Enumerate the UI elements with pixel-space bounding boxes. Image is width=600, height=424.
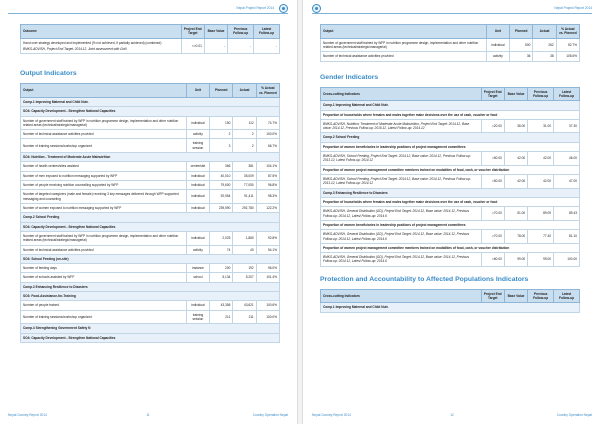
outcome-row (21, 38, 280, 54)
column-header: Cross-cutting Indicators (321, 289, 482, 303)
right-content (320, 20, 580, 313)
table-row (21, 231, 280, 245)
column-header: % Actual vs. Planned (556, 25, 579, 39)
protection-table-header (321, 289, 580, 303)
indicator-label: Number of government staff trained by WFP in nutrition programme design, implementation and other nutrition related areas (technical/strategic/managerial) (321, 38, 487, 52)
table-row (321, 52, 580, 61)
unit-cell: activity (186, 130, 209, 139)
column-header: Latest Follow-up (554, 289, 580, 303)
indicator-label: Number of health centres/sites assisted (21, 162, 187, 171)
column-header: Project End Target (181, 25, 204, 39)
gender-table-header (321, 87, 580, 101)
target-cell: =20.00 (481, 119, 504, 133)
section-label: SO4: Nutrition - Treatment of Moderate Acute Malnutrition (21, 153, 280, 162)
page-header (8, 4, 288, 14)
section-row (21, 97, 280, 106)
page-number: 12 (450, 413, 454, 417)
indicator-row (321, 243, 580, 252)
header-text: Nepal Project Report 2014 (236, 6, 274, 10)
table-row (21, 130, 280, 139)
column-header: Actual (233, 84, 256, 98)
section-row (21, 292, 280, 301)
outcome-detail: BMKS-ADVISH, Project End Target: 2014.12, Joint assessment with GoN (23, 46, 127, 51)
outcome-latest: - (254, 38, 280, 54)
indicator-detail: BMKS-ADVISH, General Distribution (GD), Project End Target: 2014.12, Base value: 2014.12, Previous Follow-up: 2014.12, Latest Follow-up: 2014.6 (321, 230, 482, 244)
indicator-label: Number of technical assistance activities provided (21, 245, 187, 254)
actual-cell: 2 (233, 139, 256, 153)
table-row (21, 190, 280, 204)
section-label: SO4: School Feeding (on-site) (21, 254, 280, 263)
base-cell: 42.00 (504, 175, 527, 189)
table-row (21, 203, 280, 212)
section-row (21, 222, 280, 231)
section-label: Comp.1 Improving Maternal and Child Nutr. (21, 97, 280, 106)
percent-cell: 104.1% (256, 162, 279, 171)
indicator-row (321, 110, 580, 119)
indicator-row (321, 142, 580, 151)
percent-cell: 74.7% (256, 116, 279, 130)
unit-cell: individual (186, 203, 209, 212)
outcome-cell (21, 38, 182, 54)
indicator-label: Number of technical assistance activities provided (21, 130, 187, 139)
actual-cell: 43,621 (233, 301, 256, 310)
indicator-title: Proportion of women project management committee members trained on modalities of food, cash, or voucher distribution (321, 243, 580, 252)
planned-cell: 239,590 (210, 203, 233, 212)
column-header: Project End Target (481, 289, 504, 303)
table-row (321, 253, 580, 267)
table-row (21, 310, 280, 324)
indicator-row (321, 197, 580, 206)
previous-cell: 89.09 (528, 207, 554, 221)
page-number: 11 (146, 413, 150, 417)
column-header: Latest Follow-up (554, 87, 580, 101)
planned-cell: 43,356 (210, 301, 233, 310)
percent-cell: 66.7% (256, 139, 279, 153)
column-header: Outcome (21, 25, 182, 39)
actual-cell: 292,780 (233, 203, 256, 212)
table-row (321, 152, 580, 166)
latest-cell: 46.00 (554, 152, 580, 166)
base-cell: 42.00 (504, 152, 527, 166)
page-gutter (297, 0, 303, 424)
column-header: Output (321, 25, 487, 39)
base-cell: 99.00 (504, 253, 527, 267)
unit-cell: activity (186, 245, 209, 254)
indicator-title: Proportion of households where females and males together make decisions over the use of cash, voucher or food (321, 197, 580, 206)
section-label: SO4: Capacity Development - Strengthen National Capacities (21, 333, 280, 342)
actual-cell: 192 (233, 264, 256, 273)
base-cell: 78.00 (504, 230, 527, 244)
section-label: Comp.1 Improving Maternal and Child Nutr. (321, 303, 580, 312)
indicator-label: Number of schools assisted by WFP (21, 273, 187, 282)
column-header: Cross-cutting Indicators (321, 87, 482, 101)
table-row (21, 273, 280, 282)
unit-cell: centre/site (186, 162, 209, 171)
indicator-row (321, 220, 580, 229)
previous-cell: 31.00 (528, 119, 554, 133)
header-text: Nepal Project Report 2014 (554, 6, 592, 10)
table-row (321, 38, 580, 52)
column-header: Base Value (204, 25, 227, 39)
actual-cell: 112 (233, 116, 256, 130)
indicator-detail: BMKS-ADVISH, Nutrition: Treatment of Moderate Acute Malnutrition, Project End Target: 2014.12, Base value: 2014.12, Previous Follow-up: 2015.12, Latest Follow-up: 2014.12 (321, 119, 482, 133)
indicator-label: Number of training sessions/workshop organized (21, 139, 187, 153)
actual-cell: 38 (533, 52, 556, 61)
percent-cell: 52.7% (556, 38, 579, 52)
left-page (0, 0, 296, 424)
planned-cell: 5,134 (210, 273, 233, 282)
indicator-detail: BMKS-ADVISH, General Distribution (GD), Project End Target: 2014.12, Base value: 2014.12, Previous Follow-up: 2014.12, Latest Follow-up: 2014.6 (321, 253, 482, 267)
indicator-title: Proportion of women beneficiaries in leadership positions of project management committees (321, 220, 580, 229)
indicator-label: Number of government staff trained by WFP in nutrition programme design, implementation and other nutrition related areas (technical/strategic/managerial) (21, 231, 187, 245)
footer-right: Country Operation Nepal (556, 413, 592, 417)
column-header: Actual (533, 25, 556, 39)
output-continued-table (320, 24, 580, 62)
unit-cell: individual (186, 181, 209, 190)
indicator-label: Number of targeted caregivers (male and female) receiving 3 key messages delivered through WFP supported messaging and counseling (21, 190, 187, 204)
column-header: Unit (486, 25, 509, 39)
base-cell: 51.00 (504, 207, 527, 221)
planned-cell: 79,600 (210, 181, 233, 190)
unit-cell: individual (486, 38, 509, 52)
indicator-label: Number of feeding days (21, 264, 187, 273)
table-row (21, 116, 280, 130)
column-header: Previous Follow-up (528, 289, 554, 303)
percent-cell: 122.2% (256, 203, 279, 212)
percent-cell: 100.6% (256, 301, 279, 310)
percent-cell: 87.5% (256, 171, 279, 180)
planned-cell: 366 (210, 162, 233, 171)
page-footer (312, 413, 592, 419)
latest-cell: 100.00 (554, 253, 580, 267)
column-header: % Actual vs. Planned (256, 84, 279, 98)
actual-cell: 381 (233, 162, 256, 171)
indicator-detail: BMKS-ADVISH, School Feeding, Project End Target: 2014.12, Base value: 2014.12, Previous Follow-up: 2013.12, Latest Follow-up: 2014.12 (321, 175, 482, 189)
wfp-logo-icon (279, 4, 288, 13)
section-row (21, 254, 280, 263)
percent-cell: 100.0% (256, 310, 279, 324)
planned-cell: 2 (210, 130, 233, 139)
table-row (21, 301, 280, 310)
section-label: Comp.3 Enhancing Resilience to Disasters (21, 282, 280, 291)
indicator-title: Proportion of women beneficiaries in leadership positions of project management committees (321, 142, 580, 151)
unit-cell: individual (186, 171, 209, 180)
unit-cell: individual (186, 301, 209, 310)
table-row (21, 139, 280, 153)
indicator-label: Number of men exposed to nutrition messaging supported by WFP (21, 171, 187, 180)
protection-indicators-title: Protection and Accountability to Affected Populations Indicators (320, 275, 529, 283)
previous-cell: 42.00 (528, 152, 554, 166)
column-header: Project End Target (481, 87, 504, 101)
indicator-label: Number of people trained (21, 301, 187, 310)
indicator-title: Proportion of households where females and males together make decisions over the use of cash, voucher or food (321, 110, 580, 119)
indicator-label: Number of people receiving nutrition counselling supported by WFP (21, 181, 187, 190)
section-row (21, 107, 280, 116)
planned-cell: 3 (210, 139, 233, 153)
indicator-label: Number of technical assistance activities provided (321, 52, 487, 61)
indicator-label: Number of government staff trained by WFP in nutrition programme design, implementation and other nutrition related areas (technical/strategic/managerial) (21, 116, 187, 130)
target-cell: =50.00 (481, 152, 504, 166)
table-row (21, 245, 280, 254)
base-cell: 36.00 (504, 119, 527, 133)
unit-cell: individual (186, 190, 209, 204)
unit-cell: individual (186, 231, 209, 245)
column-header: Planned (510, 25, 533, 39)
section-label: SO3: Food-Assistance-for-Training (21, 292, 280, 301)
right-page (304, 0, 600, 424)
section-label: Comp.3 Enhancing Resilience to Disasters (321, 188, 580, 197)
column-header: Base Value (504, 289, 527, 303)
column-header: Latest Follow-up (254, 25, 280, 39)
table-row (21, 171, 280, 180)
table-row (321, 207, 580, 221)
actual-cell: 1,880 (233, 231, 256, 245)
page-header (312, 4, 592, 14)
outcome-prev: - (228, 38, 254, 54)
section-label: SO4: Capacity Development - Strengthen National Capacities (21, 222, 280, 231)
indicator-detail: BMKS-ADVISH, School Feeding, Project End Target: 2014.12, Base value: 2014.12, Previous Follow-up: 2013.12, Latest Follow-up: 2014.12 (321, 152, 482, 166)
planned-cell: 150 (210, 116, 233, 130)
column-header: Previous Follow-up (528, 87, 554, 101)
section-row (21, 282, 280, 291)
latest-cell: 37.30 (554, 119, 580, 133)
latest-cell: 47.00 (554, 175, 580, 189)
output-table-body (21, 97, 280, 342)
target-cell: =60.00 (481, 253, 504, 267)
percent-cell: 96.0% (256, 264, 279, 273)
percent-cell: 101.4% (256, 273, 279, 282)
latest-cell: 81.10 (554, 230, 580, 244)
section-label: Comp.2 School Feeding (321, 133, 580, 142)
left-content (20, 20, 280, 343)
section-label: Comp.1 Improving Maternal and Child Nutr. (321, 101, 580, 110)
previous-cell: 42.00 (528, 175, 554, 189)
footer-left: Nepal Country Report 2014 (8, 413, 47, 417)
section-row (321, 188, 580, 197)
output-continued-body (321, 38, 580, 61)
output-table-header (21, 84, 280, 98)
planned-cell: 500 (510, 38, 533, 52)
actual-cell: 35,009 (233, 171, 256, 180)
percent-cell: 96.8% (256, 181, 279, 190)
column-header: Unit (186, 84, 209, 98)
target-cell: =70.00 (481, 230, 504, 244)
percent-cell: 98.3% (256, 190, 279, 204)
table-row (321, 230, 580, 244)
planned-cell: 40,010 (210, 171, 233, 180)
previous-cell: 77.40 (528, 230, 554, 244)
planned-cell: 200 (210, 264, 233, 273)
output-continued-header (321, 25, 580, 39)
table-row (321, 175, 580, 189)
section-row (321, 101, 580, 110)
outcome-table-header (21, 25, 280, 39)
planned-cell: 211 (210, 310, 233, 324)
unit-cell: school (186, 273, 209, 282)
percent-cell: 100.0% (256, 130, 279, 139)
page-footer (8, 413, 288, 419)
previous-cell: 99.00 (528, 253, 554, 267)
section-label: SO4: Capacity Development - Strengthen National Capacities (21, 107, 280, 116)
protection-table (320, 289, 580, 313)
section-label: Comp.2 School Feeding (21, 213, 280, 222)
outcome-title: Hand over strategy developed and implemented (% not achieved, if partially achieved) (combined) (23, 40, 162, 45)
output-indicators-title: Output Indicators (20, 70, 77, 78)
planned-cell: 74 (210, 245, 233, 254)
gender-table-body (321, 101, 580, 267)
wfp-logo-icon (312, 4, 321, 13)
target-cell: =50.00 (481, 175, 504, 189)
outcome-base: - (204, 38, 227, 54)
unit-cell: training session (186, 139, 209, 153)
planned-cell: 2,025 (210, 231, 233, 245)
table-row (21, 162, 280, 171)
outcome-table (20, 24, 280, 54)
actual-cell: 5,207 (233, 273, 256, 282)
percent-cell: 105.6% (556, 52, 579, 61)
outcome-target: <=0.01 (181, 38, 204, 54)
percent-cell: 92.8% (256, 231, 279, 245)
footer-left: Nepal Country Report 2014 (312, 413, 351, 417)
unit-cell: instance (186, 264, 209, 273)
gender-table (320, 87, 580, 267)
gender-indicators-title: Gender Indicators (320, 73, 379, 81)
indicator-detail: BMKS-ADVISH, General Distribution (GD), Project End Target: 2014.12, Base value: 2014.12, Previous Follow-up: 2014.12, Latest Follow-up: 2014.6 (321, 207, 482, 221)
latest-cell: 89.43 (554, 207, 580, 221)
section-row (21, 213, 280, 222)
indicator-title: Proportion of women project management committee members trained on modalities of food, cash, or voucher distribution (321, 165, 580, 174)
section-row (21, 333, 280, 342)
unit-cell: individual (186, 116, 209, 130)
actual-cell: 211 (233, 310, 256, 324)
actual-cell: 2 (233, 130, 256, 139)
percent-cell: 54.1% (256, 245, 279, 254)
target-cell: =70.00 (481, 207, 504, 221)
planned-cell: 92,954 (210, 190, 233, 204)
column-header: Base Value (504, 87, 527, 101)
section-row (21, 324, 280, 333)
indicator-label: Number of training sessions/workshop organized (21, 310, 187, 324)
section-row (21, 153, 280, 162)
table-row (21, 264, 280, 273)
section-label: Comp.4 Strengthening Government Safety N (21, 324, 280, 333)
footer-right: Country Operation Nepal (252, 413, 288, 417)
column-header: Planned (210, 84, 233, 98)
table-row (21, 181, 280, 190)
actual-cell: 91,411 (233, 190, 256, 204)
indicator-row (321, 165, 580, 174)
section-row (321, 133, 580, 142)
actual-cell: 262 (533, 38, 556, 52)
actual-cell: 77,050 (233, 181, 256, 190)
section-row (321, 303, 580, 312)
column-header: Output (21, 84, 187, 98)
planned-cell: 36 (510, 52, 533, 61)
table-row (321, 119, 580, 133)
protection-table-body (321, 303, 580, 312)
column-header: Previous Follow-up (228, 25, 254, 39)
indicator-label: Number of women exposed to nutrition messaging supported by WFP (21, 203, 187, 212)
output-table (20, 83, 280, 343)
actual-cell: 40 (233, 245, 256, 254)
unit-cell: activity (486, 52, 509, 61)
unit-cell: training session (186, 310, 209, 324)
